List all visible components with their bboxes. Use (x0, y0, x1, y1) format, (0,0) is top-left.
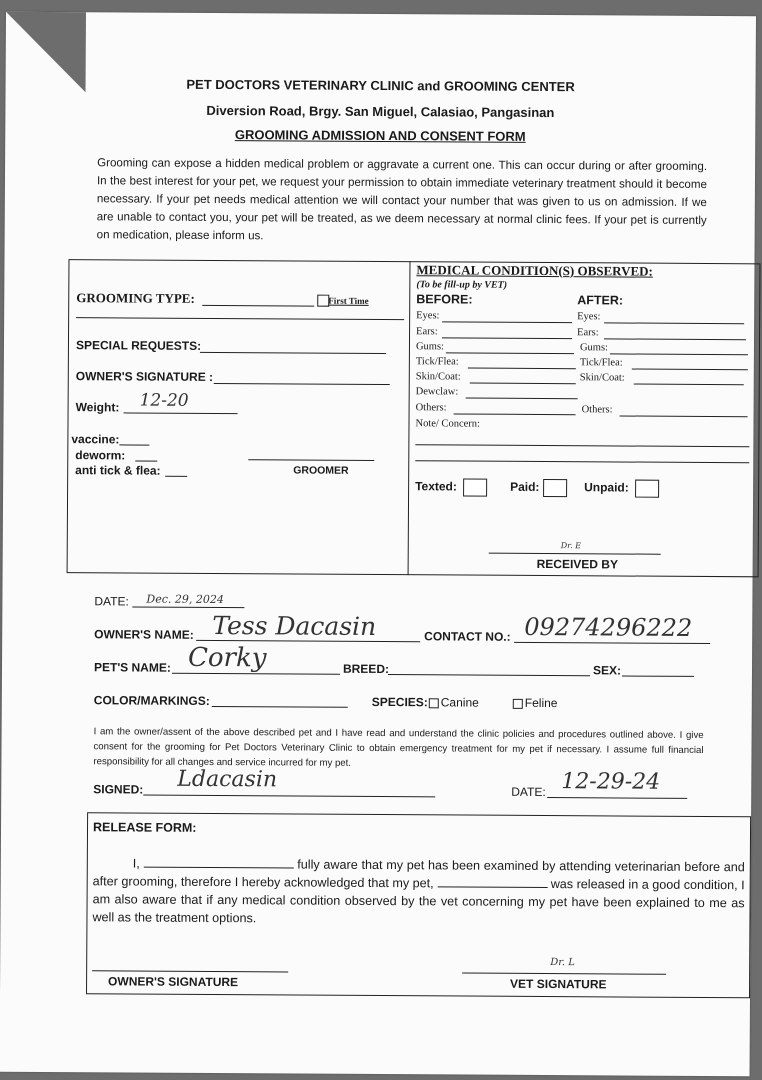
contact-label: CONTACT NO.: (424, 629, 511, 644)
release-pet-name-field[interactable] (437, 876, 547, 888)
vaccine-field[interactable] (119, 444, 149, 445)
received-by-label: RECEIVED BY (536, 556, 619, 572)
clinic-address: Diversion Road, Brgy. San Miguel, Calasiao, Pangasinan (206, 102, 555, 121)
consent-text: I am the owner/assent of the above described pet and I have read and understand the clinic policies and procedures outlined above. I give consent for the grooming for Pet Doctors Veterinary Clinic to obtain emergency treatment for my pet if necessary. I assume full financial responsibility for all changes and service incurred for my pet. (93, 726, 704, 769)
signed-label: SIGNED: (93, 782, 144, 797)
release-owner-name-field[interactable] (144, 857, 294, 869)
canine-label: Canine (440, 695, 479, 710)
note-label: Note/ Concern: (415, 418, 480, 430)
paid-checkbox[interactable] (543, 479, 567, 497)
release-vet-initials: Dr. L (550, 957, 575, 969)
special-requests-label: SPECIAL REQUESTS: (75, 338, 202, 353)
deworm-label: deworm: (75, 448, 126, 463)
owner-signature: Ldacasin (177, 766, 278, 793)
unpaid-label: Unpaid: (584, 480, 629, 495)
before-others-label: Others: (415, 402, 447, 414)
before-tick-label: Tick/Flea: (415, 356, 459, 368)
after-gums-label: Gums: (579, 342, 609, 354)
intro-paragraph: Grooming can expose a hidden medical problem or aggravate a current one. This can occur during or after grooming. In the best interest for your pet, we request your permission to obtain immediate veterinary treatment should it become necessary. If your pet needs medical attention we will contact your number that was given to us on admission. If we are unable to contact you, your pet will be treated, as we deem necessary at normal clinic fees. If your pet is currently on medication, please inform us. (96, 156, 708, 243)
release-paragraph (92, 854, 744, 930)
unpaid-checkbox[interactable] (635, 480, 659, 498)
medical-title: MEDICAL CONDITION(S) OBSERVED: (416, 262, 653, 279)
weight-label: Weight: (75, 400, 120, 415)
feline-label: Feline (524, 695, 558, 711)
after-eyes-label: Eyes: (577, 311, 601, 323)
pet-name-value: Corky (187, 642, 267, 674)
after-tick-label: Tick/Flea: (579, 357, 623, 369)
anti-tick-field[interactable] (165, 476, 187, 477)
release-text-2: fully aware that my pet has been examined by attending veterinarian before and after grooming, therefore I hereby acknowledged that my pet, (92, 857, 745, 891)
color-markings-label: COLOR/MARKINGS: (93, 693, 210, 708)
contact-value: 09274296222 (524, 612, 693, 642)
signed-field[interactable] (143, 795, 435, 798)
date-value: Dec. 29, 2024 (146, 592, 224, 607)
deworm-field[interactable] (135, 461, 157, 462)
sex-label: SEX: (592, 663, 622, 678)
after-label: AFTER: (577, 293, 624, 308)
paid-label: Paid: (510, 479, 540, 494)
release-vet-signature-label: VET SIGNATURE (510, 976, 607, 992)
canine-checkbox[interactable] (429, 698, 439, 708)
release-title: RELEASE FORM: (92, 820, 197, 835)
release-text-3: was released in a good condition, I am also aware that if any medical condition observed by the vet concerning my pet have been explained to me as well as the treatment options. (92, 877, 745, 926)
texted-checkbox[interactable] (463, 479, 487, 497)
weight-value: 12-20 (139, 390, 189, 411)
after-ears-label: Ears: (577, 327, 599, 339)
anti-tick-label: anti tick & flea: (75, 463, 161, 478)
breed-field[interactable] (388, 674, 590, 676)
consent-date-field[interactable] (547, 797, 687, 799)
received-initials: Dr. E (560, 541, 582, 551)
clinic-name: PET DOCTORS VETERINARY CLINIC and GROOMING CENTER (186, 76, 575, 95)
before-gums-label: Gums: (415, 341, 445, 353)
consent-date-label: DATE: (511, 784, 546, 800)
sex-field[interactable] (622, 675, 694, 676)
breed-label: BREED: (342, 661, 390, 677)
after-skin-label: Skin/Coat: (579, 372, 625, 384)
first-time-label: First Time (328, 295, 369, 306)
after-others-label: Others: (581, 404, 613, 416)
before-ears-label: Ears: (416, 326, 438, 338)
feline-checkbox[interactable] (513, 699, 523, 709)
date-label: DATE: (94, 594, 129, 609)
grooming-type-label: GROOMING TYPE: (76, 290, 195, 306)
admission-box (67, 259, 761, 577)
vaccine-label: vaccine: (71, 432, 120, 447)
medical-subtitle: (To be fill-up by VET) (416, 279, 508, 291)
release-text-1: I, (132, 856, 140, 871)
before-skin-label: Skin/Coat: (415, 371, 461, 383)
before-label: BEFORE: (416, 292, 473, 307)
owner-name-value: Tess Dacasin (212, 610, 377, 641)
release-owner-signature-label: OWNER'S SIGNATURE (108, 974, 239, 990)
species-label: SPECIES: (371, 694, 428, 710)
form-page (0, 12, 756, 1077)
owner-signature-top-label: OWNER'S SIGNATURE : (75, 369, 214, 384)
color-markings-field[interactable] (212, 706, 348, 708)
contact-field[interactable] (514, 642, 710, 644)
groomer-label: GROOMER (293, 464, 349, 477)
before-eyes-label: Eyes: (416, 310, 440, 322)
pet-name-label: PET'S NAME: (93, 660, 171, 675)
owner-name-label: OWNER'S NAME: (94, 627, 194, 642)
before-dewclaw-label: Dewclaw: (415, 386, 459, 398)
consent-date-value: 12-29-24 (561, 769, 661, 795)
form-title: GROOMING ADMISSION AND CONSENT FORM (234, 127, 526, 144)
date-field[interactable] (132, 606, 244, 608)
texted-label: Texted: (415, 479, 457, 494)
